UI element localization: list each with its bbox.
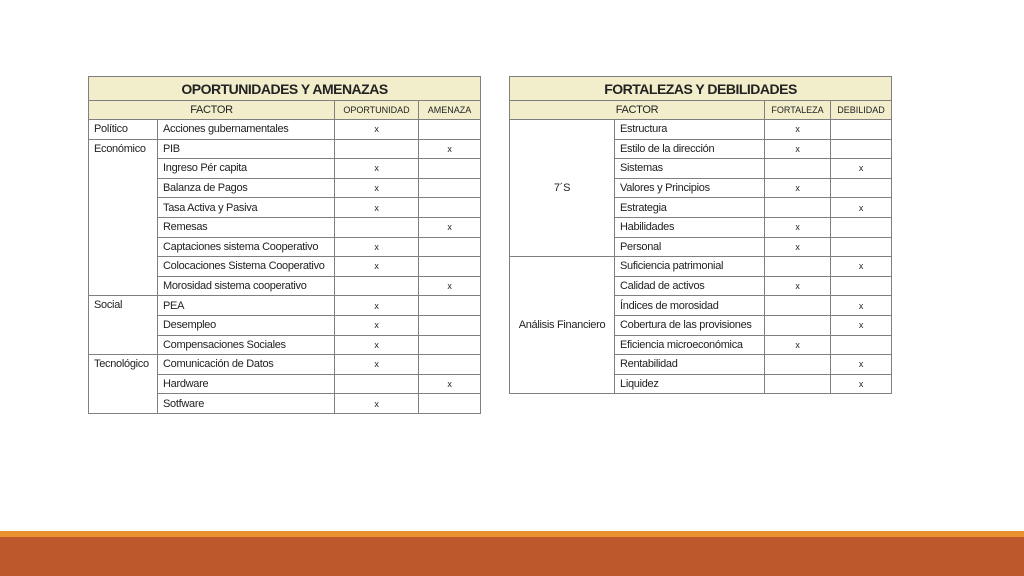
negative-mark-cell: x [831, 315, 892, 335]
factor-item-cell: Estrategia [615, 198, 765, 218]
factor-group-cell: Social [89, 296, 158, 355]
positive-mark-cell: x [765, 237, 831, 257]
positive-mark-cell: x [335, 237, 419, 257]
factor-item-cell: Cobertura de las provisiones [615, 315, 765, 335]
factor-group-cell: Tecnológico [89, 355, 158, 414]
positive-mark-cell [765, 374, 831, 394]
threat-header: AMENAZA [419, 101, 481, 120]
factor-item-cell: Calidad de activos [615, 276, 765, 296]
positive-mark-cell [335, 217, 419, 237]
factor-item-cell: Balanza de Pagos [158, 178, 335, 198]
factor-item-cell: Índices de morosidad [615, 296, 765, 316]
positive-mark-cell [765, 315, 831, 335]
factor-item-cell: Colocaciones Sistema Cooperativo [158, 257, 335, 277]
strength-header: FORTALEZA [765, 101, 831, 120]
positive-mark-cell: x [765, 217, 831, 237]
positive-mark-cell: x [335, 198, 419, 218]
factor-item-cell: Suficiencia patrimonial [615, 257, 765, 277]
positive-mark-cell [335, 374, 419, 394]
opportunity-header: OPORTUNIDAD [335, 101, 419, 120]
negative-mark-cell [419, 198, 481, 218]
negative-mark-cell [831, 139, 892, 159]
factor-group-cell: Análisis Financiero [510, 257, 615, 394]
positive-mark-cell [765, 296, 831, 316]
positive-mark-cell: x [335, 120, 419, 140]
factor-item-cell: PIB [158, 139, 335, 159]
opportunities-threats-table [88, 76, 481, 414]
negative-mark-cell: x [831, 159, 892, 179]
factor-item-cell: Sotfware [158, 394, 335, 414]
factor-item-cell: Rentabilidad [615, 355, 765, 375]
positive-mark-cell: x [765, 335, 831, 355]
table-title: OPORTUNIDADES Y AMENAZAS [89, 77, 481, 101]
factor-group-cell: 7´S [510, 120, 615, 257]
negative-mark-cell: x [831, 257, 892, 277]
table-row [89, 355, 481, 375]
factor-item-cell: Estilo de la dirección [615, 139, 765, 159]
factor-item-cell: Sistemas [615, 159, 765, 179]
factor-item-cell: PEA [158, 296, 335, 316]
positive-mark-cell: x [335, 296, 419, 316]
negative-mark-cell [831, 335, 892, 355]
factor-item-cell: Acciones gubernamentales [158, 120, 335, 140]
negative-mark-cell [831, 237, 892, 257]
negative-mark-cell: x [831, 198, 892, 218]
negative-mark-cell [419, 178, 481, 198]
factor-item-cell: Eficiencia microeconómica [615, 335, 765, 355]
factor-item-cell: Liquidez [615, 374, 765, 394]
positive-mark-cell: x [765, 139, 831, 159]
positive-mark-cell: x [765, 178, 831, 198]
positive-mark-cell: x [335, 257, 419, 277]
table-row [510, 120, 892, 140]
negative-mark-cell [419, 159, 481, 179]
positive-mark-cell: x [335, 335, 419, 355]
negative-mark-cell [419, 296, 481, 316]
factor-item-cell: Comunicación de Datos [158, 355, 335, 375]
negative-mark-cell [831, 276, 892, 296]
positive-mark-cell [335, 139, 419, 159]
negative-mark-cell [419, 315, 481, 335]
factor-item-cell: Hardware [158, 374, 335, 394]
factor-item-cell: Desempleo [158, 315, 335, 335]
factor-group-cell: Político [89, 120, 158, 140]
factor-item-cell: Morosidad sistema cooperativo [158, 276, 335, 296]
factor-header: FACTOR [510, 101, 765, 120]
factor-item-cell: Tasa Activa y Pasiva [158, 198, 335, 218]
negative-mark-cell [419, 237, 481, 257]
negative-mark-cell [831, 120, 892, 140]
table-row [89, 139, 481, 159]
table-row [89, 120, 481, 140]
footer-bar [0, 537, 1024, 576]
factor-item-cell: Compensaciones Sociales [158, 335, 335, 355]
negative-mark-cell [831, 217, 892, 237]
positive-mark-cell: x [335, 355, 419, 375]
positive-mark-cell: x [765, 276, 831, 296]
weakness-header: DEBILIDAD [831, 101, 892, 120]
positive-mark-cell [765, 198, 831, 218]
negative-mark-cell: x [419, 139, 481, 159]
factor-group-cell: Económico [89, 139, 158, 296]
negative-mark-cell: x [831, 355, 892, 375]
negative-mark-cell: x [831, 296, 892, 316]
positive-mark-cell [765, 355, 831, 375]
factor-item-cell: Remesas [158, 217, 335, 237]
strengths-weaknesses-table [509, 76, 892, 394]
negative-mark-cell [419, 120, 481, 140]
factor-item-cell: Personal [615, 237, 765, 257]
negative-mark-cell [419, 394, 481, 414]
factor-item-cell: Valores y Principios [615, 178, 765, 198]
negative-mark-cell [419, 355, 481, 375]
positive-mark-cell: x [335, 178, 419, 198]
factor-item-cell: Captaciones sistema Cooperativo [158, 237, 335, 257]
factor-item-cell: Habilidades [615, 217, 765, 237]
positive-mark-cell [765, 257, 831, 277]
negative-mark-cell: x [419, 217, 481, 237]
positive-mark-cell [335, 276, 419, 296]
negative-mark-cell: x [419, 374, 481, 394]
positive-mark-cell: x [335, 315, 419, 335]
positive-mark-cell: x [335, 159, 419, 179]
factor-item-cell: Estructura [615, 120, 765, 140]
table-row [510, 257, 892, 277]
positive-mark-cell: x [765, 120, 831, 140]
table-row [89, 296, 481, 316]
positive-mark-cell [765, 159, 831, 179]
negative-mark-cell [419, 335, 481, 355]
factor-item-cell: Ingreso Pér capita [158, 159, 335, 179]
positive-mark-cell: x [335, 394, 419, 414]
factor-header: FACTOR [89, 101, 335, 120]
negative-mark-cell: x [831, 374, 892, 394]
negative-mark-cell [419, 257, 481, 277]
table-title: FORTALEZAS Y DEBILIDADES [510, 77, 892, 101]
negative-mark-cell [831, 178, 892, 198]
negative-mark-cell: x [419, 276, 481, 296]
